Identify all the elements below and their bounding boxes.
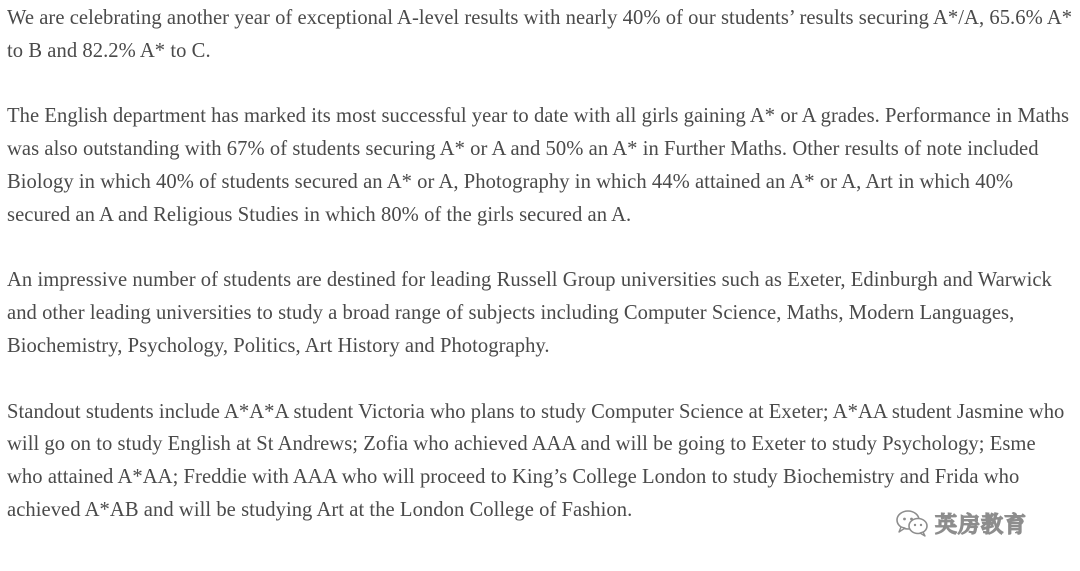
watermark — [895, 506, 1027, 540]
paragraph-department-results: The English department has marked its most successful year to date with all girls gaining A* or A grades. Performance in Maths was also outstanding with 67% of students securing A* or A and 50% an A* in Further Maths. Other results of note included Biology in which 40% of students secured an A* or A, Photography in which 44% attained an A* or A, Art in which 40% secured an A and Religious Studies in which 80% of the girls secured an A. — [7, 105, 1070, 226]
watermark-label: 英房教育 — [935, 512, 1028, 538]
wechat-icon — [895, 508, 929, 538]
paragraph-university-destinations: An impressive number of students are destined for leading Russell Group universities such as Exeter, Edinburgh and Warwick and other leading universities to study a broad range of subjects including Computer Science, Maths, Modern Languages, Biochemistry, Psychology, Politics, Art History and Photography. — [7, 269, 1052, 357]
paragraph-standout-students: Standout students include A*A*A student Victoria who plans to study Computer Science at Exeter; A*AA student Jasmine who will go on to study English at St Andrews; Zofia who achieved AAA and will be going to Exeter to study Psychology; Esme who attained A*AA; Freddie with AAA who will proceed to King’s College London to study Biochemistry and Frida who achieved A*AB and will be studying Art at the London College of Fashion. — [7, 400, 1065, 521]
paragraph-results-summary: We are celebrating another year of exceptional A-level results with nearly 40% of our students’ results securing A*/A, 65.6% A* to B and 82.2% A* to C. — [7, 7, 1073, 62]
article-body — [7, 2, 1075, 560]
